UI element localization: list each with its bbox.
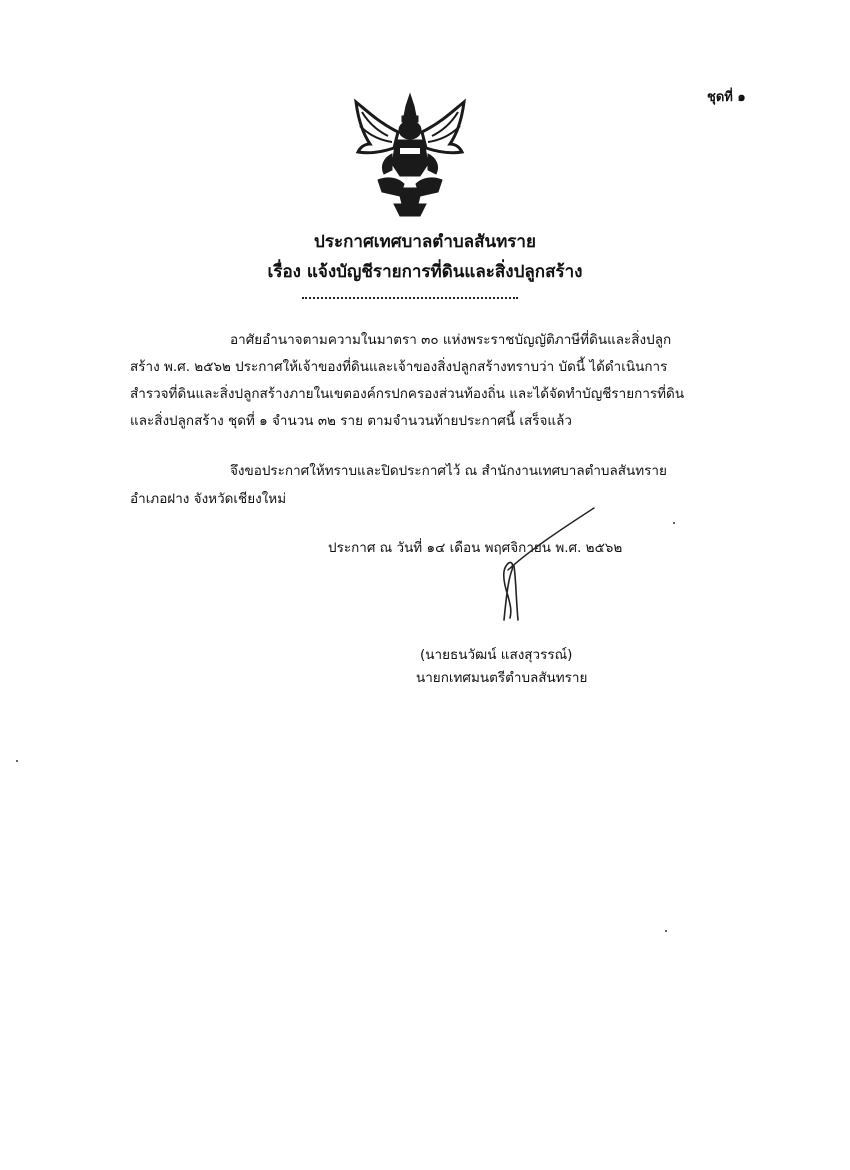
announcement-date: ประกาศ ณ วันที่ ๑๔ เดือน พฤศจิกายน พ.ศ. ๒๕๖๒ [328, 540, 623, 556]
set-number-label: ชุดที่ ๑ [707, 90, 746, 105]
paragraph-line: สร้าง พ.ศ. ๒๕๖๒ ประกาศให้เจ้าของที่ดินและเจ้าของสิ่งปลูกสร้างทราบว่า บัดนี้ ได้ดำเนินการ [130, 359, 668, 375]
paragraph-authority [130, 327, 690, 435]
signer-name: (นายธนวัฒน์ แสงสุวรรณ์) [420, 647, 573, 663]
scan-speck [673, 522, 675, 524]
paragraph-line: จึงขอประกาศให้ทราบและปิดประกาศไว้ ณ สำนักงานเทศบาลตำบลสันทราย [230, 463, 667, 479]
announcement-title: ประกาศเทศบาลตำบลสันทราย [314, 232, 536, 252]
paragraph-line: สำรวจที่ดินและสิ่งปลูกสร้างภายในเขตองค์กรปกครองส่วนท้องถิ่น และได้จัดทำบัญชีรายการที่ดิน [130, 386, 685, 402]
scan-speck [665, 930, 667, 932]
signer-position: นายกเทศมนตรีตำบลสันทราย [416, 670, 588, 686]
scan-speck [16, 760, 18, 762]
announcement-subject: เรื่อง แจ้งบัญชีรายการที่ดินและสิ่งปลูกสร้าง [267, 262, 583, 282]
handwritten-signature [470, 500, 610, 630]
paragraph-line: อำเภอฝาง จังหวัดเชียงใหม่ [130, 491, 287, 507]
garuda-emblem-icon [348, 92, 472, 220]
paragraph-line: อาศัยอำนาจตามความในมาตรา ๓๐ แห่งพระราชบัญญัติภาษีที่ดินและสิ่งปลูก [230, 332, 672, 348]
title-divider [302, 291, 518, 299]
paragraph-line: และสิ่งปลูกสร้าง ชุดที่ ๑ จำนวน ๓๒ ราย ตามจำนวนท้ายประกาศนี้ เสร็จแล้ว [130, 413, 572, 429]
